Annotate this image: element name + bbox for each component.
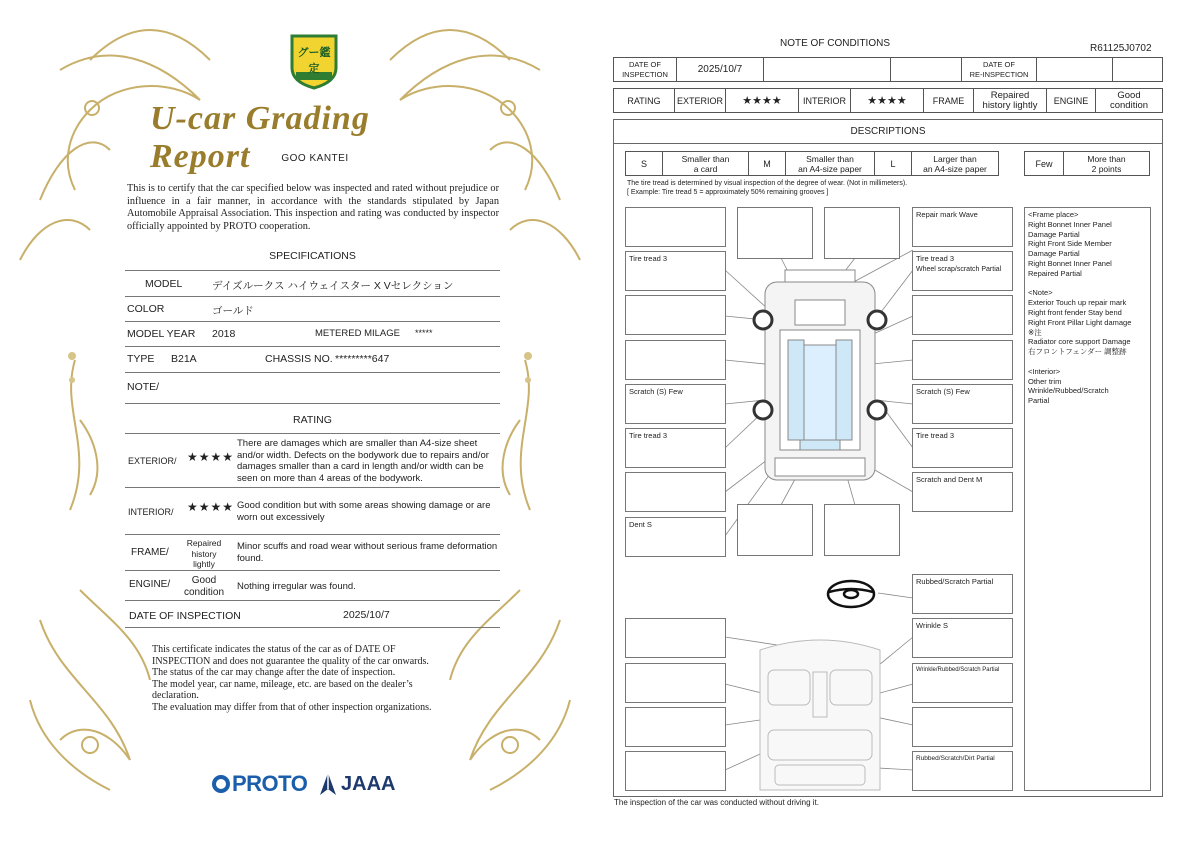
note-line: Right Bonnet Inner Panel — [1028, 258, 1112, 268]
note-line: Right front fender Stay bend — [1028, 307, 1122, 317]
divider — [125, 346, 500, 347]
note-of-conditions — [600, 0, 1200, 848]
legend-text-line: More than — [1087, 153, 1126, 164]
legend-few: Few — [1024, 151, 1064, 176]
exterior-stars: ★★★★ — [725, 88, 799, 113]
date-inspection-value: 2025/10/7 — [676, 57, 764, 82]
note-line — [1028, 279, 1147, 289]
frame-value — [178, 538, 230, 570]
legend-text-line: Larger than — [933, 153, 977, 164]
interior-label: INTERIOR/ — [128, 507, 174, 517]
report-heading: NOTE OF CONDITIONS — [780, 38, 890, 49]
note-line — [1028, 357, 1147, 367]
frame-label: FRAME/ — [131, 547, 169, 558]
specifications-heading: SPECIFICATIONS — [269, 250, 356, 262]
divider — [125, 321, 500, 322]
disclaimer-line: INSPECTION and does not guarantee the quality of the car onwards. — [152, 655, 429, 667]
note-line: Radiator core support Damage — [1028, 337, 1131, 347]
note-line: Wrinkle/Rubbed/Scratch — [1028, 386, 1109, 396]
divider — [125, 270, 500, 271]
note-line: <Note> — [1028, 288, 1053, 298]
condition-box — [912, 340, 1013, 380]
rating-label: RATING — [613, 88, 675, 113]
divider — [125, 600, 500, 601]
metered-label: METERED MILAGE — [315, 328, 400, 339]
report-id: R61125J0702 — [1090, 43, 1152, 54]
metered-value: ***** — [415, 328, 433, 338]
engine-value-line: Good — [1117, 89, 1141, 101]
chassis-label: CHASSIS NO. — [265, 353, 333, 365]
condition-box: Tire tread 3 — [625, 428, 726, 468]
condition-box — [737, 207, 813, 259]
interior-label: INTERIOR — [798, 88, 851, 113]
note-line: <Interior> — [1028, 366, 1061, 376]
engine-value — [178, 575, 230, 599]
jaaa-logo-mark — [318, 771, 338, 797]
proto-logo-mark — [212, 775, 230, 793]
steering-wheel-icon — [828, 581, 874, 607]
condition-box — [824, 504, 900, 556]
disclaimer-line: This certificate indicates the status of the car as of DATE OF — [152, 644, 396, 655]
engine-label: ENGINE — [1046, 88, 1096, 113]
note-label: NOTE/ — [127, 381, 160, 393]
divider — [125, 627, 500, 628]
legend-l: L — [874, 151, 912, 176]
frame-description: Minor scuffs and road wear without serious frame deformation found. — [237, 541, 498, 564]
rating-heading: RATING — [293, 414, 332, 426]
color-label: COLOR — [127, 303, 165, 315]
condition-box: Scratch (S) Few — [912, 384, 1013, 424]
type-label: TYPE — [127, 353, 155, 365]
note-line: 右フロントフェンダー 調整跡 — [1028, 347, 1127, 357]
engine-value-line: Good — [191, 575, 217, 586]
note-line: <Frame place> — [1028, 210, 1079, 219]
date-inspection-label-line: INSPECTION — [622, 69, 668, 79]
legend-text-line: a card — [693, 163, 718, 174]
chassis-value: *********647 — [335, 353, 390, 365]
type-value: B21A — [171, 353, 197, 365]
date-label: DATE OF INSPECTION — [129, 610, 241, 622]
color-value: ゴールド — [212, 305, 254, 317]
condition-box: Repair mark Wave — [912, 207, 1013, 247]
condition-box: Tire tread 3 — [625, 251, 726, 291]
engine-value-line: condition — [1109, 99, 1149, 111]
model-year-label: MODEL YEAR — [127, 328, 196, 340]
note-line: Right Bonnet Inner Panel — [1028, 219, 1112, 229]
reinspection-label-line: RE-INSPECTION — [969, 69, 1029, 79]
condition-box: Scratch and Dent M — [912, 472, 1013, 512]
date-value: 2025/10/7 — [343, 609, 390, 621]
condition-box — [737, 504, 813, 556]
disclaimer-line: declaration. — [152, 690, 199, 702]
reinspection-label-line: DATE OF — [983, 59, 1015, 69]
jaaa-logo-text: JAAA — [341, 772, 396, 795]
condition-box-line: Tire tread 3 — [916, 254, 955, 263]
condition-box — [625, 751, 726, 791]
condition-box: Dent S — [625, 517, 726, 557]
notes-panel — [1024, 207, 1151, 791]
exterior-stars: ★★★★ — [187, 450, 235, 464]
disclaimer — [152, 644, 482, 714]
engine-label: ENGINE/ — [129, 579, 171, 590]
divider — [125, 296, 500, 297]
note-line: ※注 — [1028, 327, 1042, 337]
divider — [125, 487, 500, 488]
frame-value-line: history lightly — [982, 99, 1038, 111]
disclaimer-line: The evaluation may differ from that of other inspection organizations. — [152, 701, 432, 713]
legend-text-line: Smaller than — [681, 153, 730, 164]
tire-note: The tire tread is determined by visual inspection of the degree of wear. (Not in millimeters). — [627, 180, 908, 187]
proto-logo — [212, 770, 307, 798]
condition-box: Rubbed/Scratch/Dirt Partial — [912, 751, 1013, 791]
note-line: Right Front Side Member — [1028, 239, 1112, 249]
legend-text-line: Smaller than — [806, 153, 854, 164]
engine-value-line: condition — [183, 587, 225, 598]
frame-value-line: history — [191, 548, 217, 559]
jaaa-logo — [318, 770, 395, 798]
condition-box — [625, 707, 726, 747]
divider — [125, 403, 500, 404]
legend-text-line: 2 points — [1091, 163, 1122, 174]
model-value: デイズルークス ハイウェイスター X Vセレクション — [212, 280, 454, 292]
note-line: Exterior Touch up repair mark — [1028, 298, 1127, 308]
descriptions-heading: DESCRIPTIONS — [613, 119, 1163, 144]
condition-box — [625, 340, 726, 380]
condition-box: Wrinkle/Rubbed/Scratch Partial — [912, 663, 1013, 703]
divider — [125, 372, 500, 373]
exterior-label: EXTERIOR — [674, 88, 726, 113]
divider — [125, 570, 500, 571]
condition-box — [912, 707, 1013, 747]
condition-box: Rubbed/Scratch Partial — [912, 574, 1013, 614]
condition-box — [625, 618, 726, 658]
disclaimer-line: The status of the car may change after the date of inspection. — [152, 667, 396, 679]
model-label: MODEL — [145, 278, 183, 290]
condition-box — [625, 472, 726, 512]
badge-text: グー鑑定 — [297, 47, 331, 75]
condition-box: Wrinkle S — [912, 618, 1013, 658]
issuer-name: GOO KANTEI — [281, 153, 349, 164]
interior-description: Good condition but with some areas showing damage or are worn out excessively — [237, 500, 491, 523]
condition-box — [912, 295, 1013, 335]
exterior-label: EXTERIOR/ — [128, 456, 177, 466]
note-line: Right Front Pillar Light damage — [1028, 317, 1132, 327]
frame-value-line: lightly — [193, 559, 215, 569]
model-year-value: 2018 — [212, 328, 236, 340]
condition-box — [824, 207, 900, 259]
note-line: Damage Partial — [1028, 249, 1080, 259]
condition-box-line: Wheel scrap/scratch Partial — [916, 266, 1002, 273]
date-inspection-label-line: DATE OF — [629, 59, 661, 69]
disclaimer-line: The model year, car name, mileage, etc. are based on the dealer’s — [152, 678, 413, 690]
note-line: Repaired Partial — [1028, 268, 1082, 278]
goo-kantei-badge — [288, 32, 340, 90]
divider — [125, 433, 500, 434]
tire-example: [ Example: Tire tread 5 = approximately 50% remaining grooves ] — [627, 189, 829, 196]
legend-text-line: an A4-size paper — [798, 163, 862, 174]
frame-value-line: Repaired — [186, 538, 222, 548]
legend-s: S — [625, 151, 663, 176]
interior-stars: ★★★★ — [187, 500, 235, 514]
condition-box — [625, 663, 726, 703]
inspection-footer: The inspection of the car was conducted without driving it. — [614, 798, 819, 807]
note-line: Other trim — [1028, 376, 1062, 386]
interior-stars: ★★★★ — [850, 88, 924, 113]
note-line: Damage Partial — [1028, 229, 1080, 239]
proto-logo-text: PROTO — [232, 771, 308, 796]
legend-text-line: an A4-size paper — [923, 163, 987, 174]
exterior-description: There are damages which are smaller than A4-size sheet and/or width. Defects on the bodywork due to repairs and/or damages smaller than a card in length and/or width can be seen on more than 4 areas of the bodywork. — [237, 438, 489, 484]
condition-box — [625, 207, 726, 247]
report-title: U-car Grading Report — [150, 100, 370, 175]
condition-box: Scratch (S) Few — [625, 384, 726, 424]
divider — [125, 534, 500, 535]
note-line: Partial — [1028, 396, 1050, 406]
condition-box — [625, 295, 726, 335]
frame-label: FRAME — [923, 88, 974, 113]
frame-value-line: Repaired — [990, 89, 1030, 101]
legend-m: M — [748, 151, 786, 176]
condition-box — [912, 251, 1013, 291]
condition-box: Tire tread 3 — [912, 428, 1013, 468]
engine-description: Nothing irregular was found. — [237, 581, 356, 592]
certification-statement: This is to certify that the car specified below was inspected and rated without prejudice or influence in a fair manner, in accordance with the standards stipulated by Japan Automobile Appraisal Association. This inspection and rating was conducted by inspector officially appointed by PROTO cooperation. — [127, 183, 499, 232]
